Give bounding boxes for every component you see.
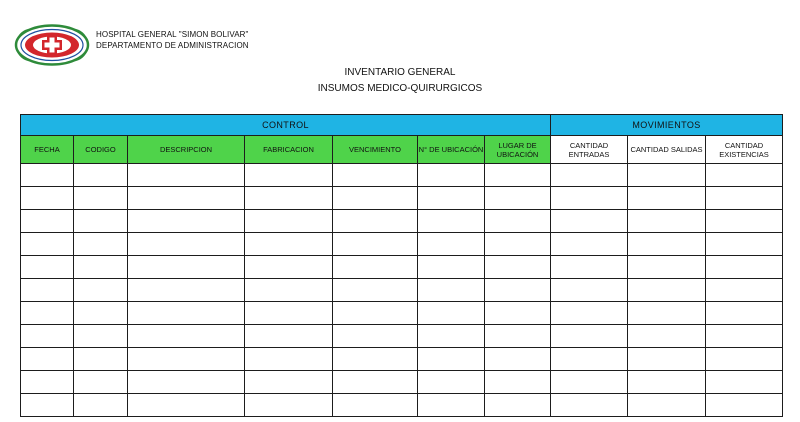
hospital-seal-logo	[14, 24, 90, 66]
table-cell	[128, 233, 245, 256]
table-cell	[21, 210, 74, 233]
table-cell	[706, 325, 783, 348]
table-cell	[485, 325, 551, 348]
table-cell	[245, 256, 333, 279]
table-cell	[333, 233, 418, 256]
table-row	[21, 233, 783, 256]
table-cell	[333, 279, 418, 302]
column-header-fecha: FECHA	[21, 136, 74, 164]
table-cell	[706, 394, 783, 417]
table-row	[21, 210, 783, 233]
table-cell	[333, 325, 418, 348]
column-header-cantidad-existencias: CANTIDAD EXISTENCIAS	[706, 136, 783, 164]
document-title: INVENTARIO GENERAL	[344, 67, 456, 78]
hospital-name: HOSPITAL GENERAL "SIMON BOLIVAR"	[96, 30, 249, 39]
column-header-descripcion: DESCRIPCION	[128, 136, 245, 164]
column-header-fabricacion: FABRICACION	[245, 136, 333, 164]
table-cell	[628, 394, 706, 417]
table-cell	[628, 348, 706, 371]
table-cell	[628, 233, 706, 256]
inventory-table	[20, 114, 783, 417]
table-cell	[706, 164, 783, 187]
group-header-row	[21, 115, 783, 136]
table-cell	[74, 279, 128, 302]
table-cell	[245, 279, 333, 302]
table-cell	[628, 164, 706, 187]
table-cell	[333, 394, 418, 417]
column-header-vencimiento: VENCIMIENTO	[333, 136, 418, 164]
table-row	[21, 302, 783, 325]
table-cell	[628, 210, 706, 233]
table-cell	[74, 210, 128, 233]
table-cell	[128, 302, 245, 325]
table-cell	[245, 187, 333, 210]
table-cell	[706, 187, 783, 210]
organization-header	[96, 29, 249, 51]
table-row	[21, 187, 783, 210]
document-subtitle: INSUMOS MEDICO-QUIRURGICOS	[317, 83, 483, 94]
department-name: DEPARTAMENTO DE ADMINISTRACION	[96, 41, 249, 50]
table-row	[21, 256, 783, 279]
table-cell	[628, 325, 706, 348]
column-header-codigo: CODIGO	[74, 136, 128, 164]
table-cell	[706, 256, 783, 279]
table-cell	[333, 348, 418, 371]
table-cell	[128, 371, 245, 394]
table-cell	[706, 348, 783, 371]
table-cell	[74, 256, 128, 279]
table-cell	[485, 394, 551, 417]
table-cell	[485, 233, 551, 256]
table-cell	[551, 187, 628, 210]
table-cell	[485, 302, 551, 325]
table-cell	[21, 187, 74, 210]
table-cell	[551, 302, 628, 325]
table-cell	[485, 279, 551, 302]
control-group-header: CONTROL	[21, 115, 551, 136]
table-cell	[551, 164, 628, 187]
table-cell	[333, 210, 418, 233]
table-cell	[418, 256, 485, 279]
table-cell	[485, 210, 551, 233]
table-cell	[128, 187, 245, 210]
table-cell	[628, 302, 706, 325]
table-cell	[628, 187, 706, 210]
table-cell	[21, 371, 74, 394]
table-cell	[128, 279, 245, 302]
table-cell	[333, 371, 418, 394]
column-header-cantidad-entradas: CANTIDAD ENTRADAS	[551, 136, 628, 164]
table-cell	[333, 187, 418, 210]
table-cell	[485, 187, 551, 210]
table-cell	[706, 233, 783, 256]
table-cell	[485, 164, 551, 187]
movimientos-group-header: MOVIMIENTOS	[551, 115, 783, 136]
table-cell	[21, 279, 74, 302]
table-cell	[128, 394, 245, 417]
table-row	[21, 164, 783, 187]
table-cell	[128, 210, 245, 233]
column-header-row	[21, 136, 783, 164]
table-cell	[418, 187, 485, 210]
table-cell	[245, 325, 333, 348]
table-cell	[21, 394, 74, 417]
table-cell	[706, 279, 783, 302]
table-cell	[418, 233, 485, 256]
table-cell	[418, 279, 485, 302]
table-cell	[245, 371, 333, 394]
table-cell	[418, 348, 485, 371]
table-cell	[128, 348, 245, 371]
table-cell	[128, 164, 245, 187]
table-cell	[628, 256, 706, 279]
table-cell	[551, 210, 628, 233]
table-cell	[74, 371, 128, 394]
table-cell	[418, 371, 485, 394]
table-cell	[551, 325, 628, 348]
table-cell	[628, 279, 706, 302]
table-cell	[551, 233, 628, 256]
table-cell	[21, 164, 74, 187]
table-cell	[245, 302, 333, 325]
table-cell	[74, 302, 128, 325]
table-cell	[485, 348, 551, 371]
table-cell	[74, 394, 128, 417]
table-cell	[245, 348, 333, 371]
table-cell	[74, 348, 128, 371]
table-cell	[418, 394, 485, 417]
table-cell	[485, 256, 551, 279]
table-cell	[74, 164, 128, 187]
table-cell	[551, 371, 628, 394]
table-cell	[245, 233, 333, 256]
table-cell	[551, 348, 628, 371]
table-cell	[128, 256, 245, 279]
table-cell	[128, 325, 245, 348]
column-header-lugar-ubicacion: LUGAR DE UBICACIÓN	[485, 136, 551, 164]
table-cell	[21, 302, 74, 325]
table-row	[21, 325, 783, 348]
table-cell	[333, 256, 418, 279]
table-cell	[418, 325, 485, 348]
table-cell	[333, 302, 418, 325]
column-header-cantidad-salidas: CANTIDAD SALIDAS	[628, 136, 706, 164]
table-cell	[485, 371, 551, 394]
table-cell	[74, 325, 128, 348]
table-cell	[245, 164, 333, 187]
table-cell	[551, 256, 628, 279]
table-cell	[245, 394, 333, 417]
table-cell	[74, 187, 128, 210]
table-row	[21, 279, 783, 302]
table-row	[21, 394, 783, 417]
table-cell	[418, 210, 485, 233]
table-cell	[706, 371, 783, 394]
table-cell	[551, 394, 628, 417]
table-cell	[21, 233, 74, 256]
table-cell	[628, 371, 706, 394]
table-cell	[418, 302, 485, 325]
column-header-numero-ubicacion: N° DE UBICACIÓN	[418, 136, 485, 164]
table-cell	[21, 348, 74, 371]
table-row	[21, 348, 783, 371]
table-row	[21, 371, 783, 394]
table-cell	[706, 210, 783, 233]
table-cell	[551, 279, 628, 302]
table-cell	[74, 233, 128, 256]
table-cell	[245, 210, 333, 233]
table-cell	[21, 325, 74, 348]
table-cell	[706, 302, 783, 325]
table-cell	[333, 164, 418, 187]
table-cell	[21, 256, 74, 279]
table-cell	[418, 164, 485, 187]
